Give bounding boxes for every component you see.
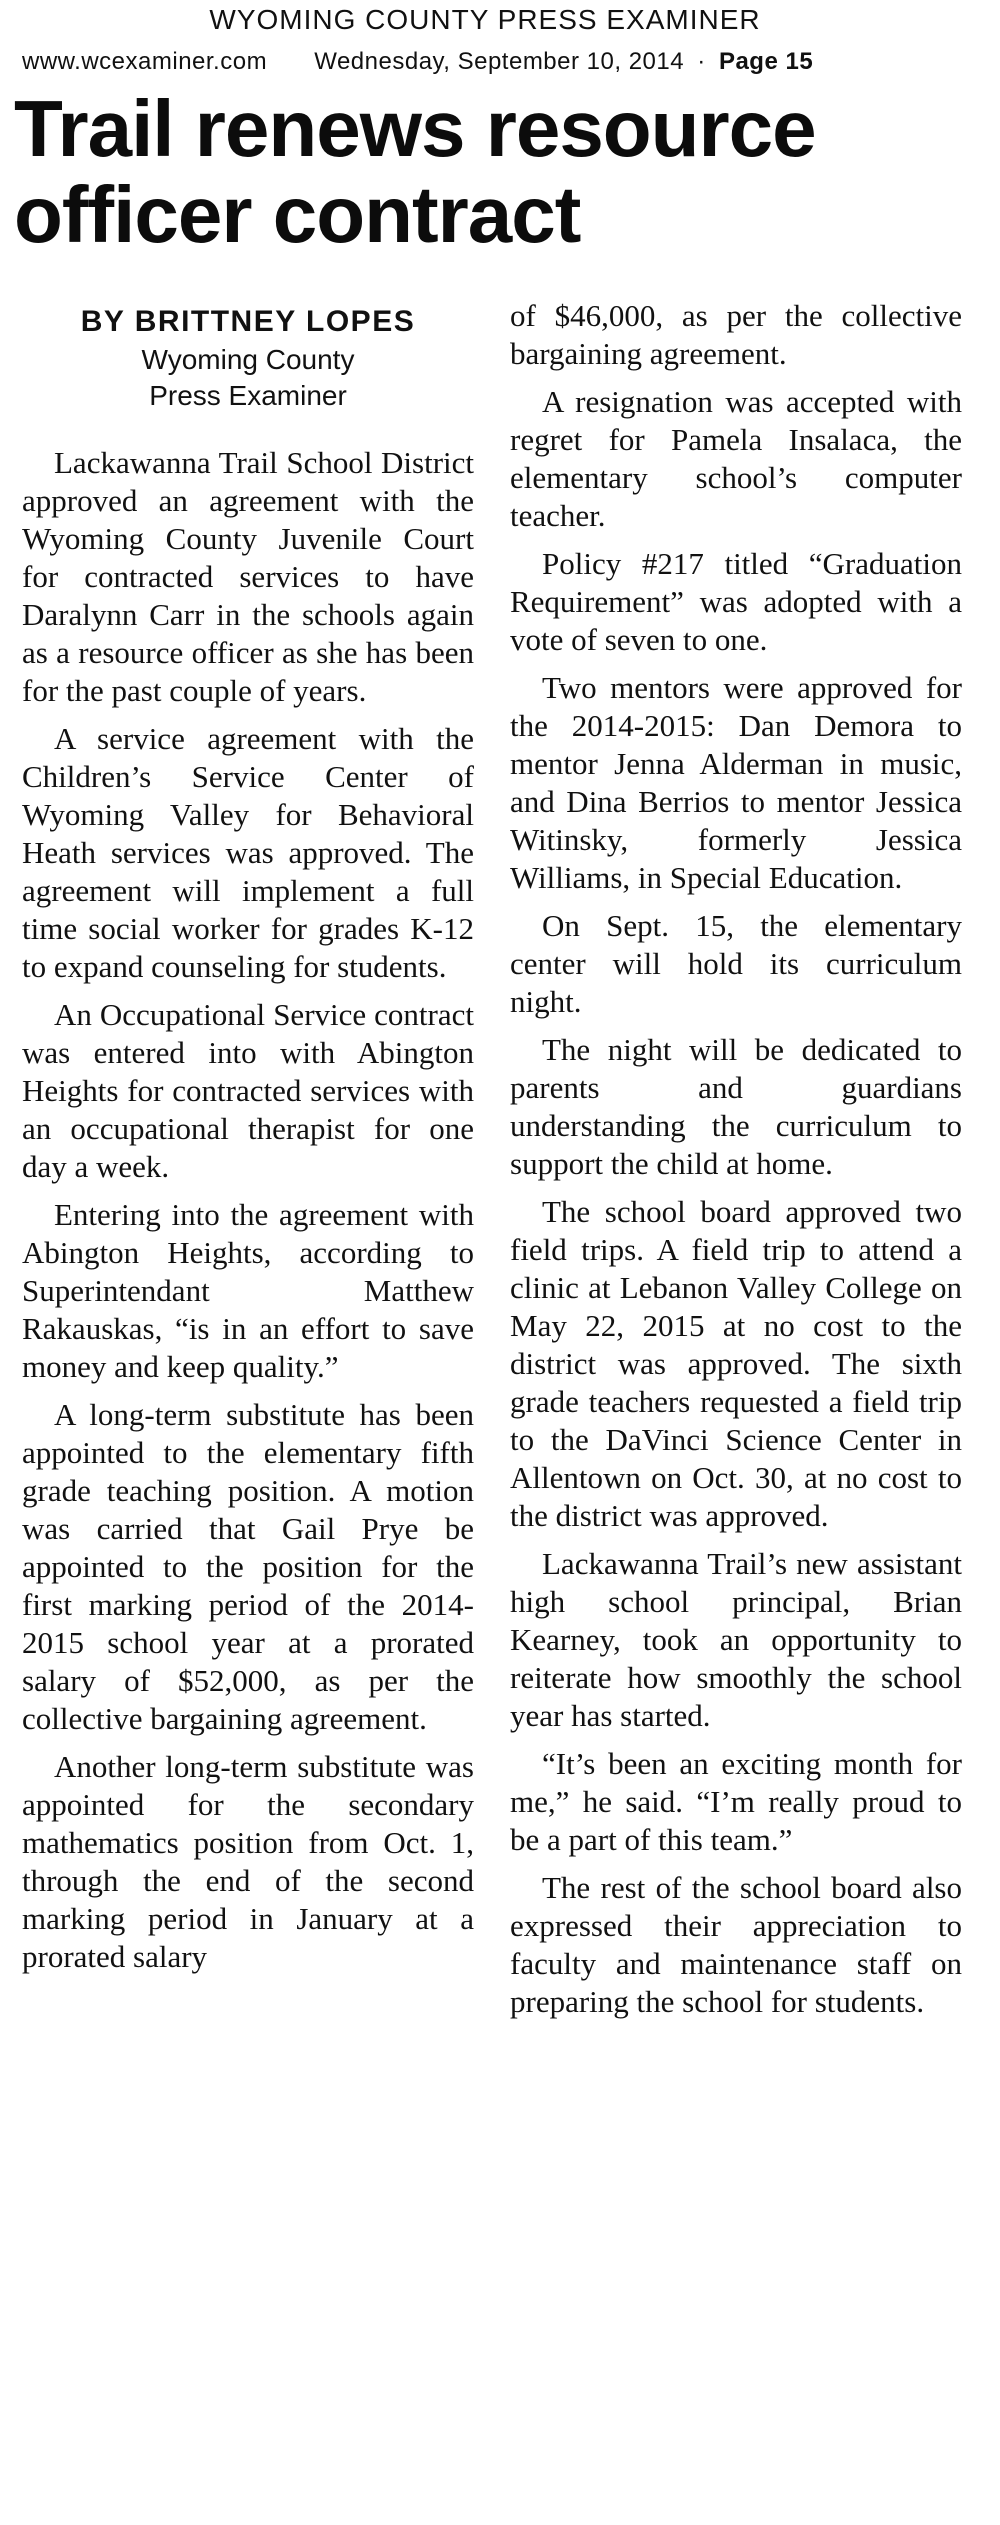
right-column	[510, 297, 962, 2031]
paragraph: Policy #217 titled “Graduation Requirement” was adopted with a vote of seven to one.	[510, 546, 962, 657]
paragraph: Lackawanna Trail School District approved an agreement with the Wyoming County Juvenile Court for contracted services to have Daralynn Carr in the schools again as a resource officer as she has been for the past couple of years.	[22, 445, 474, 708]
byline-affiliation-line-1: Wyoming County	[141, 344, 355, 375]
folio-separator: ·	[697, 48, 706, 75]
paragraph: A resignation was accepted with regret for Pamela Insalaca, the elementary school’s computer teacher.	[510, 384, 962, 533]
paragraph: A long-term substitute has been appointed to the elementary fifth grade teaching position. A motion was carried that Gail Prye be appointed to the position for the first marking period of the 2014-2015 school year at a prorated salary of $52,000, as per the collective bargaining agreement.	[22, 1397, 474, 1736]
page-number: Page 15	[718, 48, 814, 75]
paragraph: The night will be dedicated to parents and guardians understanding the curriculum to support the child at home.	[510, 1032, 962, 1181]
website-url: www.wcexaminer.com	[22, 48, 268, 75]
paragraph: On Sept. 15, the elementary center will hold its curriculum night.	[510, 908, 962, 1019]
byline-block	[22, 302, 474, 414]
article-headline: Trail renews resource officer contract	[14, 84, 816, 259]
paragraph: Lackawanna Trail’s new assistant high school principal, Brian Kearney, took an opportunity to reiterate how smoothly the school year has started.	[510, 1546, 962, 1733]
issue-date: Wednesday, September 10, 2014	[314, 48, 685, 75]
paragraph-continuation: of $46,000, as per the collective bargaining agreement.	[510, 298, 962, 371]
left-column	[22, 302, 474, 1986]
article-body	[22, 298, 982, 2512]
folio-line	[22, 48, 982, 76]
masthead	[0, 4, 1000, 92]
paragraph: A service agreement with the Children’s Service Center of Wyoming Valley for Behavioral Heath services was approved. The agreement will implement a full time social worker for grades K-12 to expand counseling for students.	[22, 721, 474, 984]
paragraph: Entering into the agreement with Abington Heights, according to Superintendant Matthew Rakauskas, “is in an effort to save money and keep quality.”	[22, 1197, 474, 1384]
byline: BY BRITTNEY LOPES	[80, 305, 416, 338]
paragraph: An Occupational Service contract was entered into with Abington Heights for contracted services with an occupational therapist for one day a week.	[22, 997, 474, 1184]
byline-affiliation-line-2: Press Examiner	[149, 380, 347, 411]
paragraph: The rest of the school board also expressed their appreciation to faculty and maintenance staff on preparing the school for students.	[510, 1870, 962, 2019]
newspaper-name: WYOMING COUNTY PRESS EXAMINER	[209, 4, 761, 35]
paragraph: The school board approved two field trips. A field trip to attend a clinic at Lebanon Valley College on May 22, 2015 at no cost to the district was approved. The sixth grade teachers requested a field trip to the DaVinci Science Center in Allentown on Oct. 30, at no cost to the district was approved.	[510, 1194, 962, 1533]
paragraph: “It’s been an exciting month for me,” he said. “I’m really proud to be a part of this team.”	[510, 1746, 962, 1857]
paragraph: Another long-term substitute was appointed for the secondary mathematics position from Oct. 1, through the end of the second marking period in January at a prorated salary	[22, 1749, 474, 1974]
paragraph: Two mentors were approved for the 2014-2015: Dan Demora to mentor Jenna Alderman in music, and Dina Berrios to mentor Jessica Witinsky, formerly Jessica Williams, in Special Education.	[510, 670, 962, 895]
